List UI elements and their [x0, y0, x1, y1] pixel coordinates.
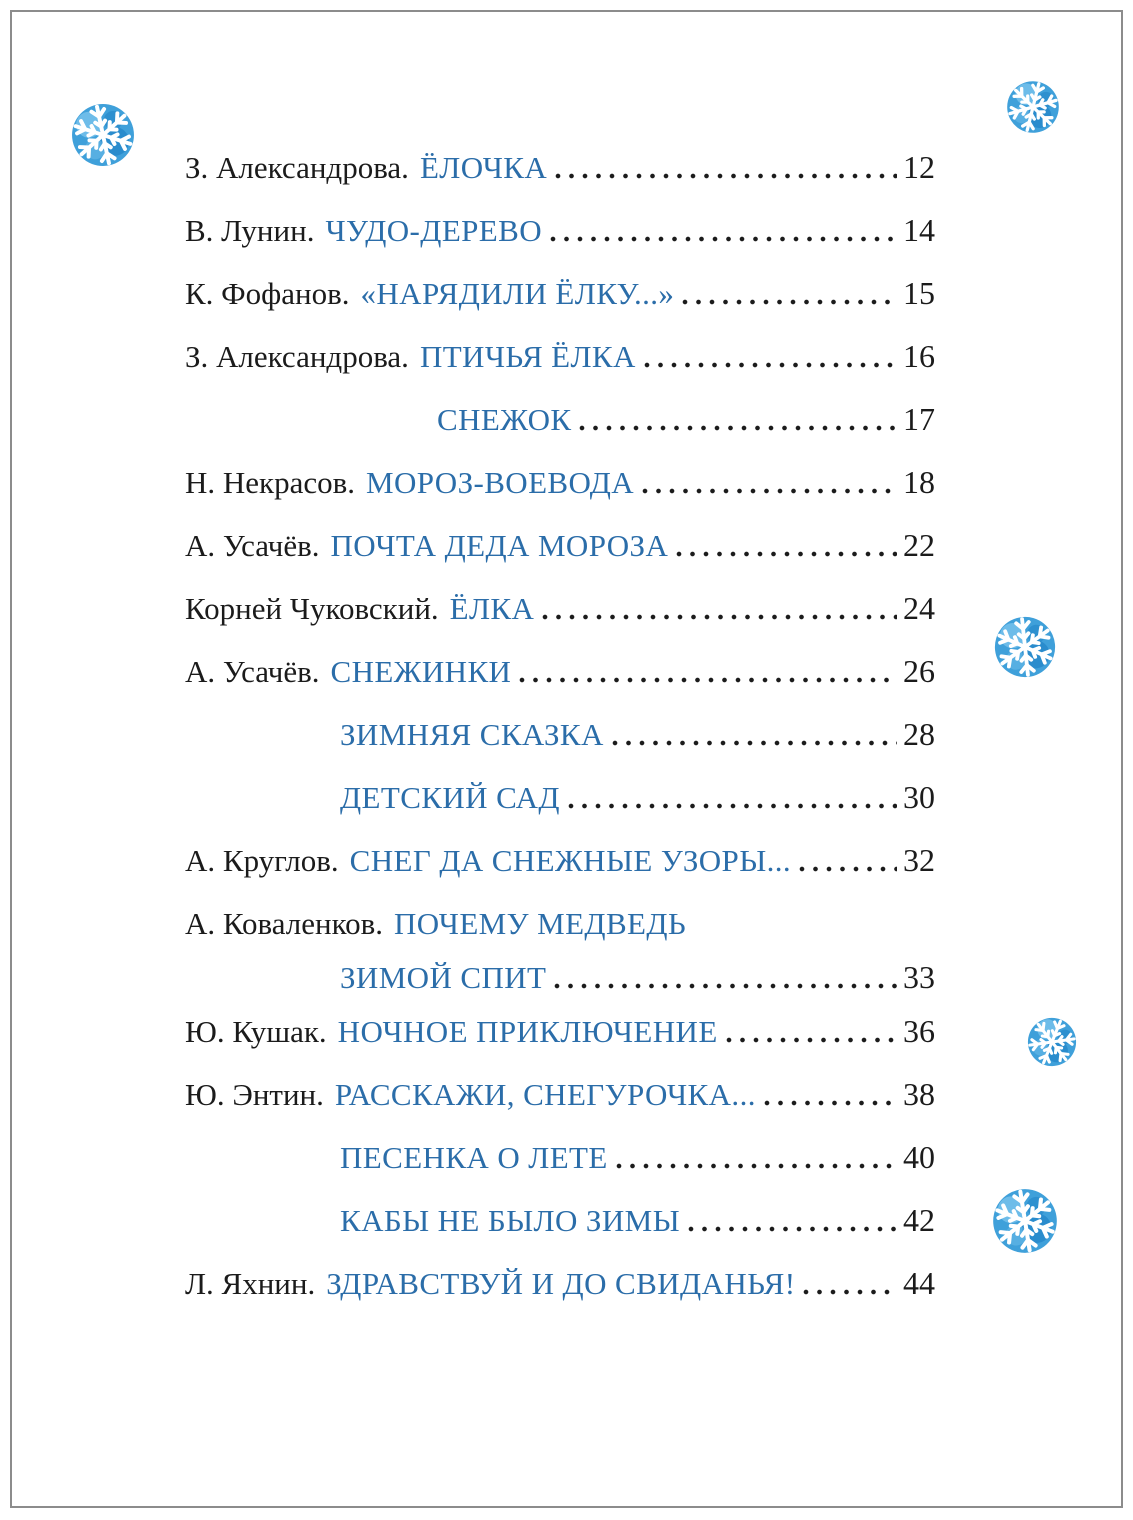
toc-entry-author: А. Усачёв. [185, 528, 320, 563]
dot-leader [764, 1100, 897, 1106]
toc-entry-page-number: 32 [903, 842, 935, 878]
toc-entry-title: «НАРЯДИЛИ ЁЛКУ...» [360, 276, 675, 311]
snowflake-icon [60, 92, 145, 177]
toc-entry [185, 325, 935, 388]
toc-entry-page-number: 44 [903, 1265, 935, 1301]
dot-leader [616, 1163, 897, 1169]
toc-entry-author: З. Александрова. [185, 339, 409, 374]
toc-entry-author: З. Александрова. [185, 150, 409, 185]
dot-leader [688, 1226, 897, 1232]
toc-entry-page-number: 30 [903, 779, 935, 815]
toc-entry-page-number: 40 [903, 1139, 935, 1175]
toc-entry-author: А. Коваленков. [185, 906, 383, 941]
toc-entry-author: Ю. Кушак. [185, 1014, 327, 1049]
toc-entry-page-number: 33 [903, 959, 935, 995]
dot-leader [542, 614, 897, 620]
toc-entry-author: Н. Некрасов. [185, 465, 356, 500]
toc-entry-page-number: 14 [903, 212, 935, 248]
toc-entry [185, 829, 935, 892]
toc-entry-title: ЗИМОЙ СПИТ [340, 960, 547, 995]
toc-entry-title: ЁЛКА [449, 591, 535, 626]
dot-leader [644, 362, 897, 368]
toc-entry-title: ПОЧЕМУ МЕДВЕДЬ [393, 906, 687, 941]
toc-entry-title: НОЧНОЕ ПРИКЛЮЧЕНИЕ [337, 1014, 718, 1049]
toc-entry-title: МОРОЗ-ВОЕВОДА [366, 465, 635, 500]
toc-entry [185, 1000, 935, 1063]
toc-entry [185, 136, 935, 199]
toc-entry-title: СНЕГ ДА СНЕЖНЫЕ УЗОРЫ... [349, 843, 792, 878]
toc-entry-page-number: 22 [903, 527, 935, 563]
dot-leader [799, 866, 897, 872]
toc-entry-page-number: 12 [903, 149, 935, 185]
toc-entry-page-number: 15 [903, 275, 935, 311]
toc-entry-author: К. Фофанов. [185, 276, 350, 311]
toc-entry-page-number: 17 [903, 401, 935, 437]
toc-entry-author: В. Лунин. [185, 213, 315, 248]
toc-entry-author: А. Круглов. [185, 843, 339, 878]
dot-leader [726, 1037, 897, 1043]
toc-entry-title: ЗИМНЯЯ СКАЗКА [340, 717, 604, 752]
dot-leader [519, 677, 897, 683]
dot-leader [555, 173, 897, 179]
toc-entry-title: ПЕСЕНКА О ЛЕТЕ [340, 1140, 608, 1175]
toc-entry [185, 1126, 935, 1189]
toc-entry [185, 1063, 935, 1126]
toc-entry-page-number: 38 [903, 1076, 935, 1112]
toc-entry [185, 1189, 935, 1252]
dot-leader [803, 1289, 897, 1295]
toc-entry [185, 199, 935, 262]
toc-entry [185, 1252, 935, 1315]
toc-entry [185, 766, 935, 829]
dot-leader [554, 983, 897, 989]
toc-entry-author: Корней Чуковский. [185, 591, 439, 626]
dot-leader [612, 740, 897, 746]
dot-leader [568, 803, 897, 809]
toc-entry-title: ЧУДО-ДЕРЕВО [325, 213, 542, 248]
toc-entry [185, 892, 935, 955]
toc-entry-title: ПОЧТА ДЕДА МОРОЗА [330, 528, 669, 563]
toc-entry-page-number: 36 [903, 1013, 935, 1049]
toc-entry [185, 640, 935, 703]
toc-entry [185, 955, 935, 1000]
dot-leader [676, 551, 897, 557]
toc-entry [185, 703, 935, 766]
snowflake-icon [983, 1179, 1068, 1264]
toc-entry-page-number: 16 [903, 338, 935, 374]
toc-entry-page-number: 26 [903, 653, 935, 689]
toc-entry-title: ЗДРАВСТВУЙ И ДО СВИДАНЬЯ! [326, 1266, 796, 1301]
toc-entry-page-number: 42 [903, 1202, 935, 1238]
toc-entry [185, 388, 935, 451]
toc-entry-title: СНЕЖОК [437, 402, 572, 437]
toc-entry-title: РАССКАЖИ, СНЕГУРОЧКА... [334, 1077, 756, 1112]
toc-entry [185, 262, 935, 325]
table-of-contents [185, 136, 935, 1315]
toc-entry-title: СНЕЖИНКИ [330, 654, 512, 689]
toc-entry-author: Л. Яхнин. [185, 1266, 316, 1301]
toc-entry-title: КАБЫ НЕ БЫЛО ЗИМЫ [340, 1203, 681, 1238]
snowflake-icon [987, 609, 1064, 686]
dot-leader [642, 488, 897, 494]
toc-entry-page-number: 24 [903, 590, 935, 626]
toc-entry [185, 577, 935, 640]
toc-entry-author: Ю. Энтин. [185, 1077, 324, 1112]
toc-entry-title: ЁЛОЧКА [419, 150, 548, 185]
dot-leader [682, 299, 897, 305]
toc-entry-title: ДЕТСКИЙ САД [340, 780, 560, 815]
toc-entry-page-number: 18 [903, 464, 935, 500]
toc-entry-title: ПТИЧЬЯ ЁЛКА [419, 339, 636, 374]
toc-entry [185, 451, 935, 514]
dot-leader [579, 425, 897, 431]
toc-entry-page-number: 28 [903, 716, 935, 752]
dot-leader [550, 236, 897, 242]
toc-entry-author: А. Усачёв. [185, 654, 320, 689]
toc-entry [185, 514, 935, 577]
